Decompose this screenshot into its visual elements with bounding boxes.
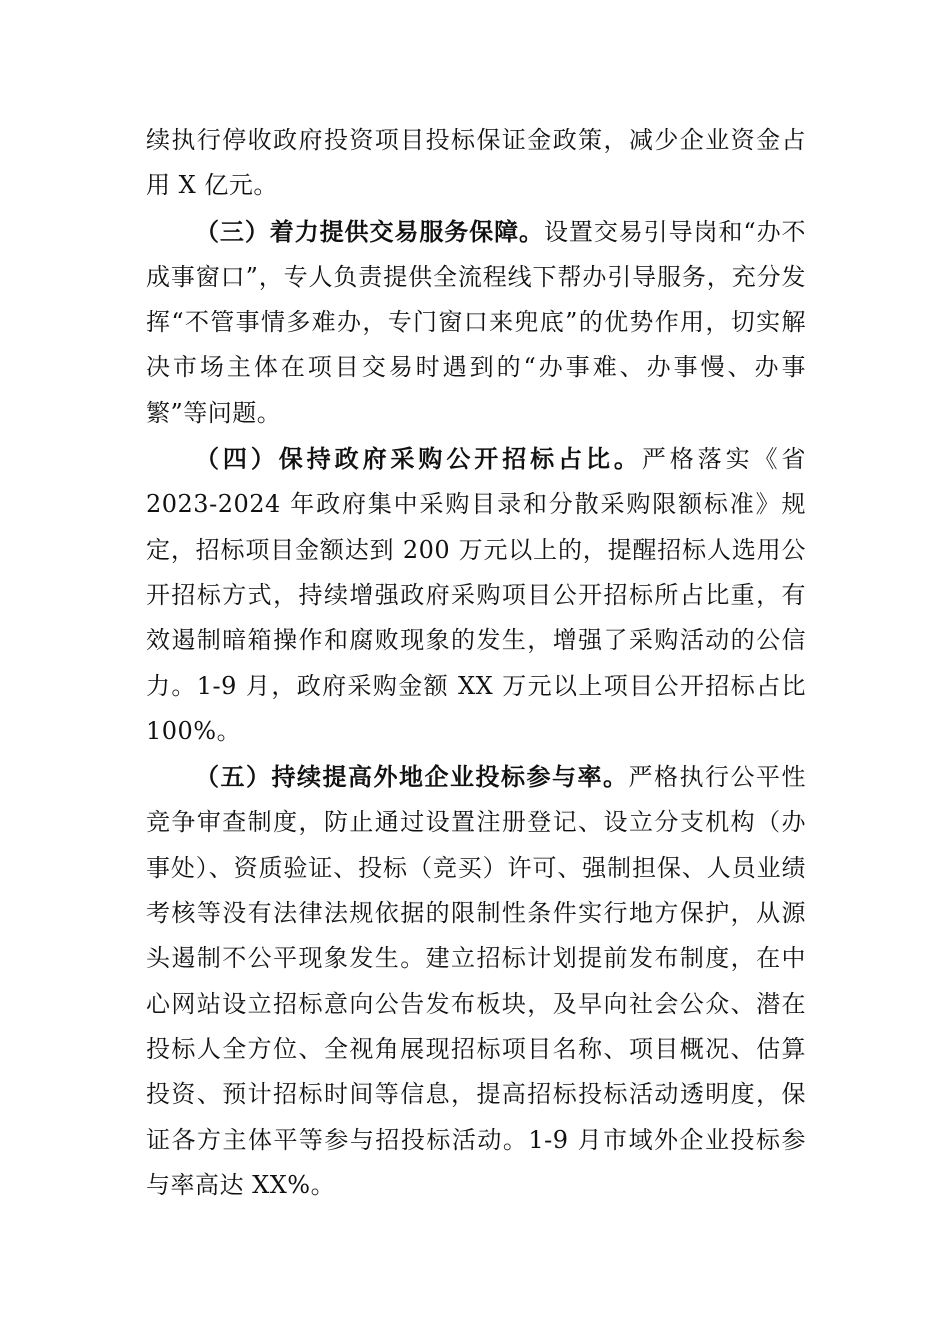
paragraph-text: 严格执行公平性竞争审查制度，防止通过设置注册登记、设立分支机构（办事处）、资质验证、投标（竞买）许可、强制担保、人员业绩考核等没有法律法规依据的限制性条件实行地方保护，从源头遏制不公平现象发生。建立招标计划提前发布制度，在中心网站设立招标意向公告发布板块，及早向社会公众、潜在投标人全方位、全视角展现招标项目名称、项目概况、估算投资、预计招标时间等信息，提高招标投标活动透明度，保证各方主体平等参与招投标活动。1-9 月市域外企业投标参与率高达 XX%。 (146, 763, 806, 1199)
document-body (146, 118, 806, 1208)
paragraph-section-3 (146, 209, 806, 436)
section-heading-4: （四）保持政府采购公开招标占比。 (195, 444, 642, 474)
section-heading-5: （五）持续提高外地企业投标参与率。 (195, 762, 629, 792)
paragraph-text: 设置交易引导岗和“办不成事窗口”，专人负责提供全流程线下帮办引导服务，充分发挥“不管事情多难办，专门窗口来兜底”的优势作用，切实解决市场主体在项目交易时遇到的“办事难、办事慢、办事繁”等问题。 (146, 217, 806, 427)
section-heading-3: （三）着力提供交易服务保障。 (195, 216, 544, 246)
paragraph-text: 严格落实《省 2023-2024 年政府集中采购目录和分散采购限额标准》规定，招标项目金额达到 200 万元以上的，提醒招标人选用公开招标方式，持续增强政府采购项目公开招标所占比重，有效遏制暗箱操作和腐败现象的发生，增强了采购活动的公信力。1-9 月，政府采购金额 XX 万元以上项目公开招标占比 100%。 (146, 445, 807, 745)
paragraph-section-4 (146, 436, 806, 754)
paragraph-continuation (146, 118, 806, 209)
paragraph-text: 续执行停收政府投资项目投标保证金政策，减少企业资金占用 X 亿元。 (146, 126, 806, 200)
paragraph-section-5 (146, 754, 806, 1208)
